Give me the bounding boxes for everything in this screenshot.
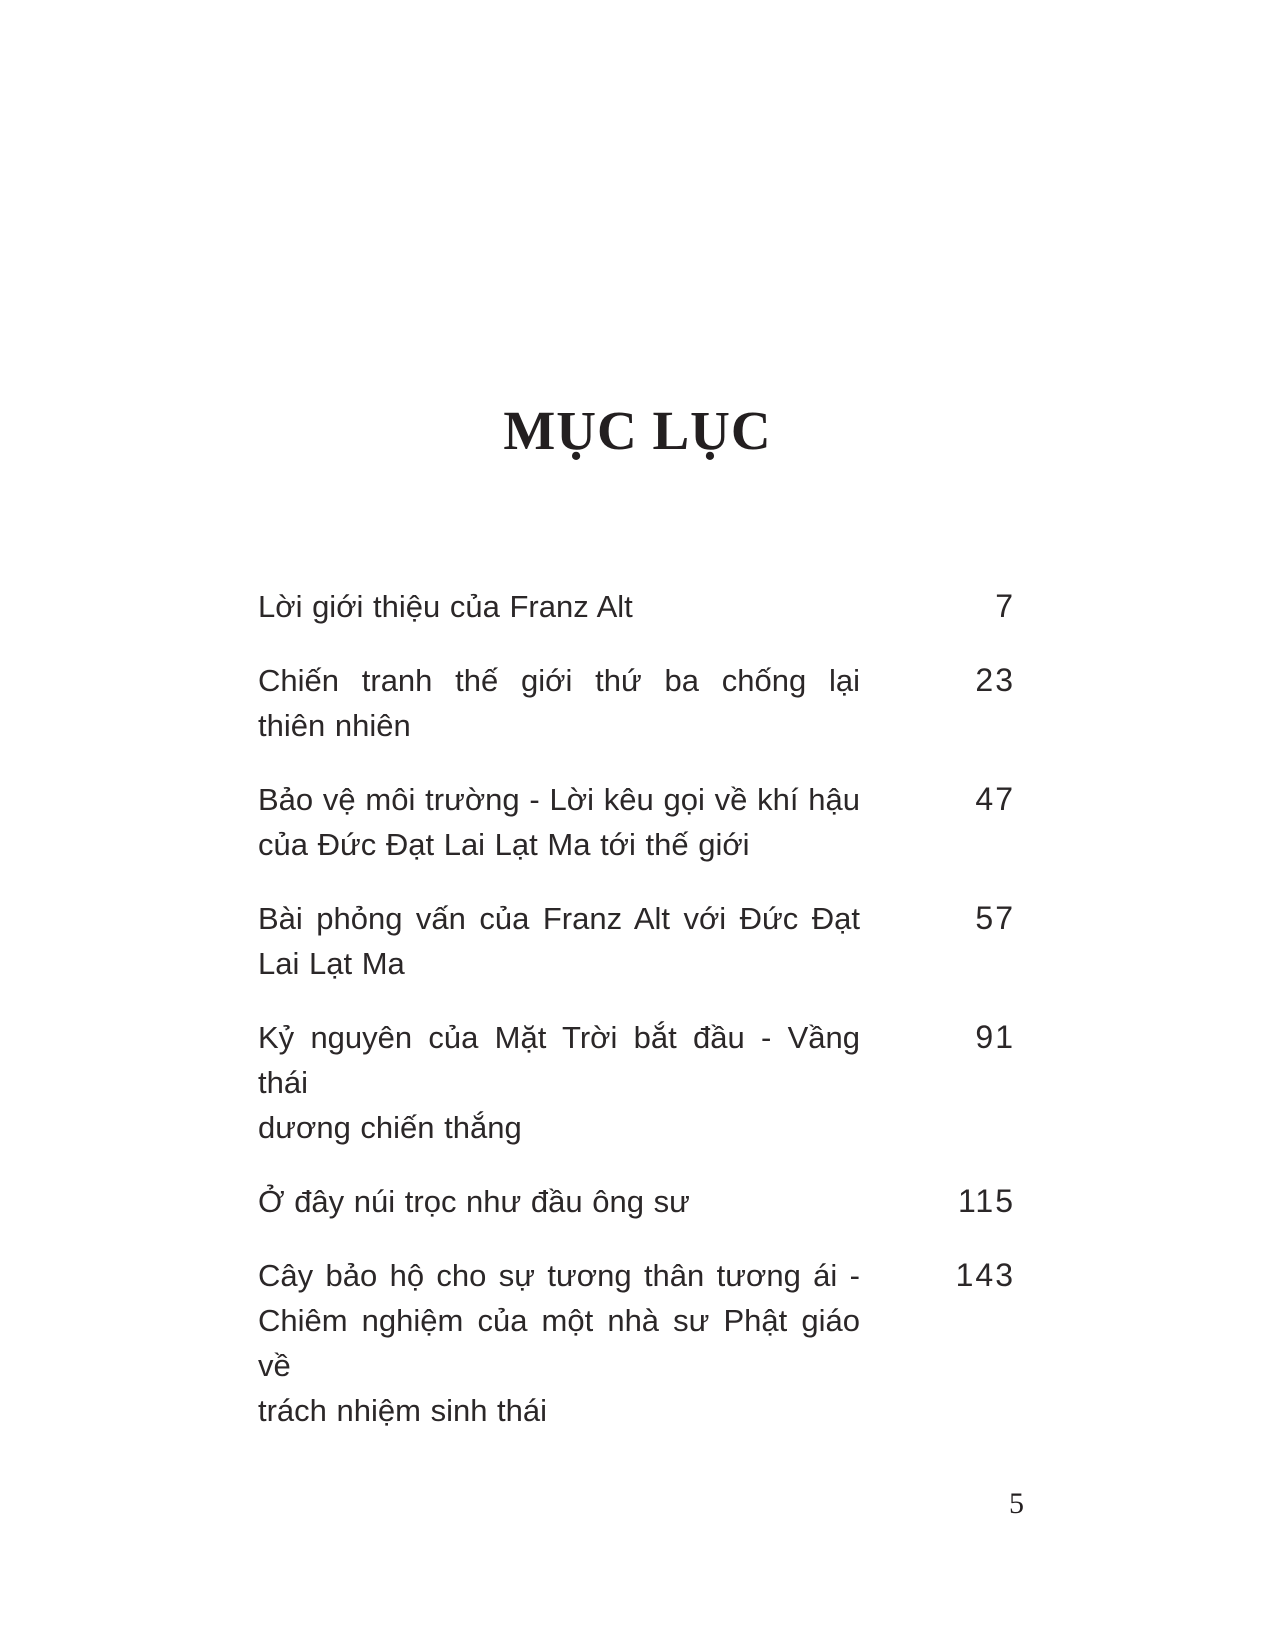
toc-entry xyxy=(258,658,1015,748)
toc-entry xyxy=(258,777,1015,867)
toc-entry-title xyxy=(258,658,860,748)
toc-entry xyxy=(258,1179,1015,1224)
toc-entry-line: dương chiến thắng xyxy=(258,1110,522,1145)
toc-entry-page-number: 143 xyxy=(955,1257,1015,1293)
toc-entry-line: trách nhiệm sinh thái xyxy=(258,1393,548,1428)
toc-entry-line: thiên nhiên xyxy=(258,708,411,743)
toc-entry-title xyxy=(258,777,860,867)
toc-entry-page-number: 23 xyxy=(975,662,1015,698)
page-title: MỤC LỤC xyxy=(503,400,772,461)
toc-entry xyxy=(258,896,1015,986)
toc-entry xyxy=(258,584,1015,629)
page-number: 5 xyxy=(1009,1487,1024,1520)
toc-entry xyxy=(258,1253,1015,1433)
toc-entry-title xyxy=(258,896,860,986)
toc-entry-line: Chiêm nghiệm của một nhà sư Phật giáo về xyxy=(258,1303,860,1383)
toc-entry-line: Lời giới thiệu của Franz Alt xyxy=(258,589,633,624)
toc-entry-title xyxy=(258,1179,860,1224)
toc-entry-page-number: 57 xyxy=(975,900,1015,936)
toc-entry-line: của Đức Đạt Lai Lạt Ma tới thế giới xyxy=(258,827,750,862)
toc-entry-page-number: 91 xyxy=(975,1019,1015,1055)
toc-entry-page-number: 47 xyxy=(975,781,1015,817)
toc-entry-title xyxy=(258,1015,860,1150)
toc-entry-line: Ở đây núi trọc như đầu ông sư xyxy=(258,1184,690,1219)
toc-entry-page-number: 115 xyxy=(957,1183,1015,1219)
toc-entry-line: Bài phỏng vấn của Franz Alt với Đức Đạt xyxy=(258,901,860,936)
toc-entry-title xyxy=(258,1253,860,1433)
toc-entry-line: Kỷ nguyên của Mặt Trời bắt đầu - Vầng thái xyxy=(258,1020,860,1100)
toc-entry xyxy=(258,1015,1015,1150)
toc-entry-line: Lai Lạt Ma xyxy=(258,946,405,981)
toc-entries xyxy=(258,584,1015,1433)
toc-entry-title xyxy=(258,584,860,629)
toc-entry-page-number: 7 xyxy=(995,588,1015,624)
toc-entry-line: Bảo vệ môi trường - Lời kêu gọi về khí hậu xyxy=(258,782,860,817)
toc-entry-line: Cây bảo hộ cho sự tương thân tương ái - xyxy=(258,1258,860,1293)
toc-entry-line: Chiến tranh thế giới thứ ba chống lại xyxy=(258,663,860,698)
